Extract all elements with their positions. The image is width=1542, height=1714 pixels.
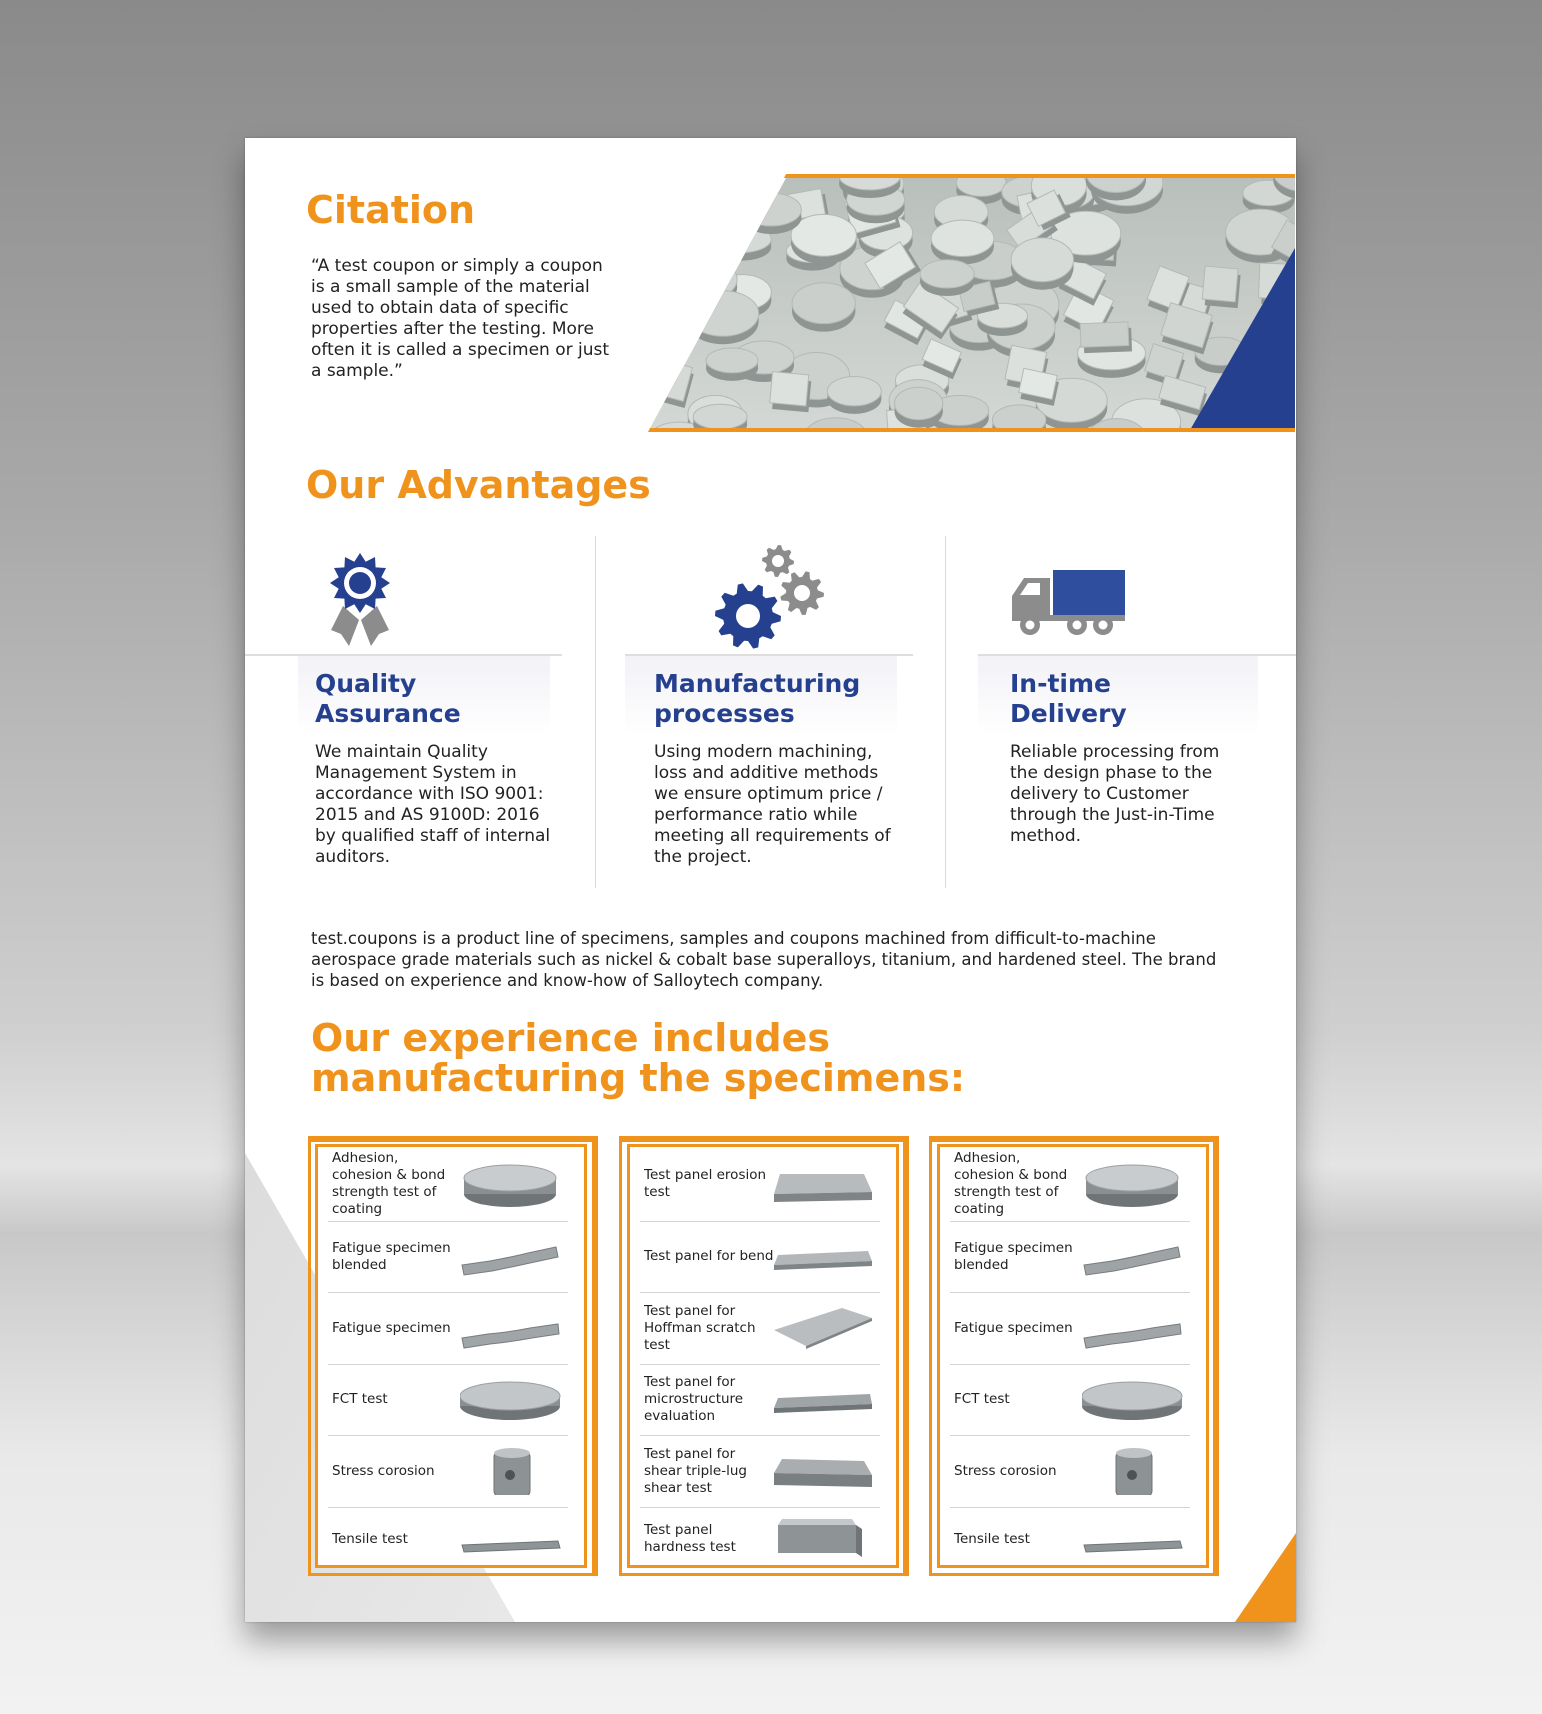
coupon-square (1080, 322, 1132, 353)
specimen-label: Test panel for Hoffman scratch test (644, 1302, 756, 1353)
specimen-card (627, 1144, 899, 1568)
specimen-label: Test panel for shear triple-lug shear test (644, 1445, 747, 1496)
specimen-label: Test panel for bend (644, 1248, 774, 1264)
manufacturing-processes-text: Using modern machining, loss and additive methods we ensure optimum price / performance ratio while meeting all requirements of the project. (654, 742, 891, 867)
specimen-row (328, 1364, 568, 1436)
specimen-label: Stress corosion (954, 1462, 1057, 1479)
gears-icon (715, 543, 835, 653)
panel-thick-icon (772, 1160, 876, 1208)
specimen-row (328, 1507, 568, 1571)
tensile-strip-icon (1082, 1515, 1186, 1563)
coupon-disc (706, 348, 758, 381)
gear-hole (772, 555, 784, 567)
specimen-label: Fatigue specimen (954, 1319, 1073, 1336)
specimen-label: Fatigue specimen blended (332, 1239, 451, 1273)
specimen-label: FCT test (954, 1391, 1010, 1407)
specimen-row (640, 1292, 880, 1365)
thick-disc-icon (460, 1160, 564, 1208)
specimen-label: Fatigue specimen blended (954, 1239, 1073, 1273)
coupon-disc (931, 220, 994, 264)
flat-disc-icon (1082, 1376, 1186, 1424)
coupon-disc (1011, 238, 1073, 290)
quality-assurance-title: Quality Assurance (315, 669, 461, 728)
specimen-label: Tensile test (954, 1530, 1030, 1547)
tensile-strip-icon (460, 1515, 564, 1563)
hero-bottom-orange-bar (648, 428, 1295, 432)
panel-block-icon (772, 1515, 876, 1563)
coupon-square (699, 159, 751, 209)
panel-thin-icon (772, 1233, 876, 1281)
specimen-row (640, 1364, 880, 1436)
manufacturing-processes-title: Manufacturing processes (654, 669, 861, 728)
specimen-label: FCT test (332, 1391, 388, 1407)
specimen-label: Tensile test (332, 1530, 408, 1547)
orange-corner-triangle (1235, 1533, 1296, 1622)
blended-bar-icon (1082, 1233, 1186, 1281)
specimen-row (640, 1147, 880, 1222)
coupon-disc (701, 210, 752, 254)
award-rosette-icon (325, 548, 400, 648)
panel-long-icon (772, 1376, 876, 1424)
coupon-disc (827, 376, 881, 413)
citation-title: Citation (306, 188, 476, 232)
coupon-square (1202, 266, 1241, 308)
coupon-disc (792, 283, 855, 332)
quality-assurance-text: We maintain Quality Management System in accordance with ISO 9001: 2015 and AS 9100D: 2016 by qualified staff of internal auditors. (315, 742, 551, 867)
specimen-row (640, 1221, 880, 1293)
specimen-row (328, 1221, 568, 1293)
coupon-disc (992, 405, 1045, 438)
in-time-delivery-title: In-time Delivery (1010, 669, 1127, 728)
citation-quote: “A test coupon or simply a coupon is a small sample of the material used to obtain data of specific properties after the testing. More often it is called a specimen or just a sample.” (311, 256, 610, 381)
specimen-label: Stress corosion (332, 1462, 435, 1479)
fatigue-bar-icon (1082, 1304, 1186, 1352)
intro-paragraph: test.coupons is a product line of specimens, samples and coupons machined from difficult-to-machine aerospace grade materials such as nickel & cobalt base superalloys, titanium, and hardened steel. The brand is based on experience and know-how of Salloytech company. (311, 929, 1217, 990)
specimen-row (640, 1507, 880, 1571)
specimen-label: Fatigue specimen (332, 1319, 451, 1336)
in-time-delivery-text: Reliable processing from the design phase to the delivery to Customer through the Just-in-Time method. (1010, 742, 1220, 846)
specimen-row (950, 1364, 1190, 1436)
specimen-card (937, 1144, 1209, 1568)
specimen-row (640, 1435, 880, 1508)
specimen-row (950, 1147, 1190, 1222)
thick-disc-icon (1082, 1160, 1186, 1208)
specimen-label: Test panel hardness test (644, 1522, 736, 1555)
coupon-disc (895, 387, 943, 428)
hero-top-orange-bar (784, 174, 1295, 178)
coupon-disc (678, 202, 740, 246)
specimen-row (328, 1292, 568, 1365)
gear-hole (794, 585, 810, 601)
specimen-row (950, 1435, 1190, 1508)
delivery-truck-icon (1010, 568, 1135, 640)
specimen-label: Test panel for microstructure evaluation (644, 1374, 744, 1424)
specimen-label: Adhesion, cohesion & bond strength test of coating (954, 1150, 1068, 1217)
coupon-disc (920, 260, 974, 296)
specimen-card (315, 1144, 587, 1568)
panel-tilted-icon (772, 1304, 876, 1352)
c-ring-icon (460, 1447, 564, 1495)
specimen-row (328, 1435, 568, 1508)
coupon-disc (742, 193, 802, 234)
panel-lug-icon (772, 1447, 876, 1495)
specimen-row (950, 1292, 1190, 1365)
flat-disc-icon (460, 1376, 564, 1424)
column-divider (945, 536, 946, 888)
specimen-row (950, 1507, 1190, 1571)
coupon-disc (693, 404, 747, 437)
column-divider (595, 536, 596, 888)
coupon-disc (791, 214, 856, 264)
specimen-row (950, 1221, 1190, 1293)
blended-bar-icon (460, 1233, 564, 1281)
gear-hole (736, 604, 760, 628)
coupon-square (661, 165, 721, 221)
coupon-square (769, 372, 812, 413)
coupon-square (667, 185, 709, 228)
advantages-title: Our Advantages (306, 463, 651, 507)
c-ring-icon (1082, 1447, 1186, 1495)
experience-title: Our experience includes manufacturing the specimens: (311, 1016, 966, 1100)
specimen-label: Adhesion, cohesion & bond strength test of coating (332, 1150, 446, 1217)
coupon-disc (839, 162, 900, 198)
specimen-row (328, 1147, 568, 1222)
fatigue-bar-icon (460, 1304, 564, 1352)
coupon-disc (687, 291, 758, 345)
specimen-label: Test panel erosion test (644, 1167, 767, 1200)
flyer-page (245, 138, 1296, 1622)
